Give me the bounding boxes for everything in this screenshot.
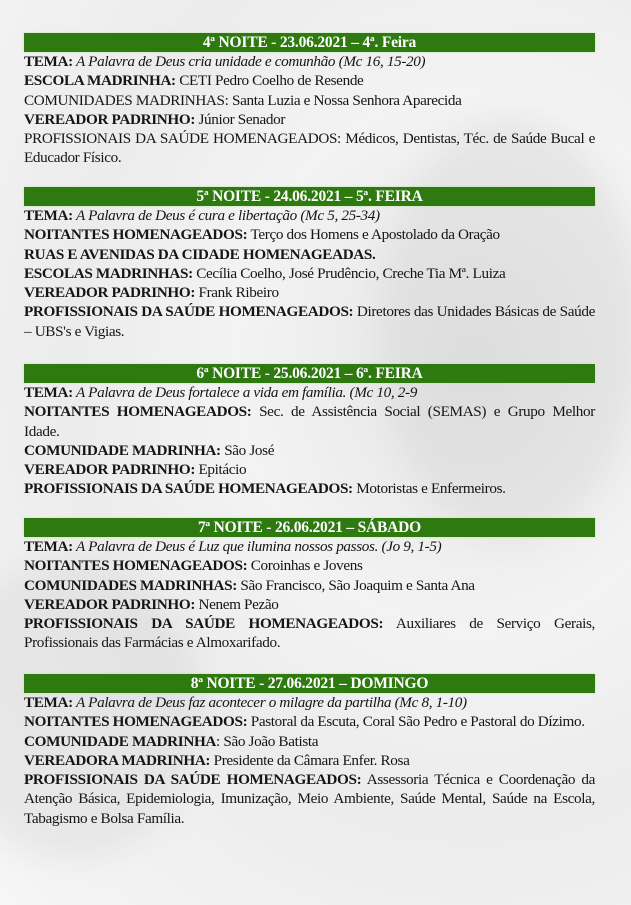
info-value: Pastoral da Escuta, Coral São Pedro e Pastoral do Dízimo. xyxy=(247,713,585,731)
info-value: Assessoria Técnica e Coordenação da Atenção Básica, Epidemiologia, Imunização, Meio Ambiente, Saúde Mental, Saúde na Escola, Tabagismo e Bolsa Família. xyxy=(24,771,596,827)
info-label: ESCOLAS MADRINHAS: xyxy=(24,264,193,282)
night-section xyxy=(24,518,595,653)
info-line xyxy=(24,732,595,751)
info-label: NOITANTES HOMENAGEADOS: xyxy=(24,557,248,575)
info-line xyxy=(24,129,595,168)
info-line xyxy=(24,302,595,341)
info-value: Santa Luzia e Nossa Senhora Aparecida xyxy=(228,91,462,109)
info-value: Frank Ribeiro xyxy=(195,284,279,302)
info-value: Júnior Senador xyxy=(195,110,286,128)
info-line xyxy=(24,383,595,402)
info-value: Presidente da Câmara Enfer. Rosa xyxy=(210,751,410,769)
info-label: COMUNIDADE MADRINHA xyxy=(24,732,217,750)
info-label: PROFISSIONAIS DA SAÚDE HOMENAGEADOS: xyxy=(24,480,353,498)
info-value: São José xyxy=(220,441,275,459)
info-line xyxy=(24,264,595,283)
night-section xyxy=(24,364,595,499)
info-label: VEREADOR PADRINHO: xyxy=(24,595,196,613)
info-label: NOITANTES HOMENAGEADOS: xyxy=(24,226,248,244)
info-value: A Palavra de Deus fortalece a vida em família. (Mc 10, 2-9 xyxy=(72,384,417,401)
info-value: A Palavra de Deus é cura e libertação (Mc 5, 25-34) xyxy=(72,207,380,224)
info-line xyxy=(24,556,595,575)
info-value: A Palavra de Deus é Luz que ilumina nossos passos. (Jo 9, 1-5) xyxy=(72,538,442,555)
info-line xyxy=(24,110,595,129)
night-header: 6ª NOITE - 25.06.2021 – 6ª. FEIRA xyxy=(24,364,595,383)
info-line xyxy=(24,402,595,441)
info-label: COMUNIDADE MADRINHA: xyxy=(24,441,221,459)
info-label: VEREADOR PADRINHO: xyxy=(24,461,196,479)
night-header: 5ª NOITE - 24.06.2021 – 5ª. FEIRA xyxy=(24,187,595,206)
info-line xyxy=(24,537,595,556)
info-line xyxy=(24,283,595,302)
info-value: Motoristas e Enfermeiros. xyxy=(352,480,506,498)
info-value: Diretores das Unidades Básicas de Saúde – UBS's e Vigias. xyxy=(24,303,595,340)
night-section xyxy=(24,33,595,168)
info-label: NOITANTES HOMENAGEADOS: xyxy=(24,403,252,421)
info-value: Auxiliares de Serviço Gerais, Profissionais das Farmácias e Almoxarifado. xyxy=(24,615,596,652)
info-label: ESCOLA MADRINHA: xyxy=(24,72,176,90)
info-line xyxy=(24,770,595,828)
info-line xyxy=(24,751,595,770)
info-label: TEMA: xyxy=(24,538,73,555)
info-value: Coroinhas e Jovens xyxy=(247,557,363,575)
info-value: São Francisco, São Joaquim e Santa Ana xyxy=(236,576,475,594)
info-label: VEREADORA MADRINHA: xyxy=(24,751,211,769)
info-line xyxy=(24,441,595,460)
info-value: A Palavra de Deus cria unidade e comunhão (Mc 16, 15-20) xyxy=(72,53,426,70)
info-label: PROFISSIONAIS DA SAÚDE HOMENAGEADOS: xyxy=(24,615,384,633)
info-value: Médicos, Dentistas, Téc. de Saúde Bucal e Educador Físico. xyxy=(24,130,595,167)
night-header: 8ª NOITE - 27.06.2021 – DOMINGO xyxy=(24,674,595,693)
info-label: RUAS E AVENIDAS DA CIDADE HOMENAGEADAS. xyxy=(24,245,376,263)
info-label: TEMA: xyxy=(24,384,73,401)
info-line xyxy=(24,225,595,244)
info-label: COMUNIDADES MADRINHAS: xyxy=(24,576,237,594)
info-label: PROFISSIONAIS DA SAÚDE HOMENAGEADOS: xyxy=(24,130,341,148)
info-value: Terço dos Homens e Apostolado da Oração xyxy=(247,226,500,244)
info-line xyxy=(24,91,595,110)
info-line xyxy=(24,576,595,595)
info-line xyxy=(24,614,595,653)
info-value: Nenem Pezão xyxy=(195,595,279,613)
info-value: Cecília Coelho, José Prudêncio, Creche Tia Mª. Luiza xyxy=(192,264,506,282)
info-label: NOITANTES HOMENAGEADOS: xyxy=(24,713,248,731)
info-line xyxy=(24,206,595,225)
info-line xyxy=(24,479,595,498)
info-label: VEREADOR PADRINHO: xyxy=(24,284,196,302)
info-line xyxy=(24,460,595,479)
info-value: CETI Pedro Coelho de Resende xyxy=(175,72,364,90)
info-label: TEMA: xyxy=(24,207,73,224)
info-line xyxy=(24,595,595,614)
info-value: Epitácio xyxy=(195,461,247,479)
info-label: TEMA: xyxy=(24,694,73,711)
info-label: PROFISSIONAIS DA SAÚDE HOMENAGEADOS: xyxy=(24,771,362,789)
night-header: 7ª NOITE - 26.06.2021 – SÁBADO xyxy=(24,518,595,537)
info-line xyxy=(24,712,595,731)
info-line xyxy=(24,71,595,90)
info-label: PROFISSIONAIS DA SAÚDE HOMENAGEADOS: xyxy=(24,303,354,321)
info-line xyxy=(24,245,595,264)
night-header: 4ª NOITE - 23.06.2021 – 4ª. Feira xyxy=(24,33,595,52)
info-line xyxy=(24,52,595,71)
info-label: COMUNIDADES MADRINHAS: xyxy=(24,91,229,109)
info-label: VEREADOR PADRINHO: xyxy=(24,110,196,128)
info-line xyxy=(24,693,595,712)
night-section xyxy=(24,674,595,828)
night-section xyxy=(24,187,595,341)
info-label: TEMA: xyxy=(24,53,73,70)
info-value: A Palavra de Deus faz acontecer o milagre da partilha (Mc 8, 1-10) xyxy=(72,694,467,711)
info-value: : São João Batista xyxy=(216,732,319,750)
info-value: Sec. de Assistência Social (SEMAS) e Grupo Melhor Idade. xyxy=(24,403,595,440)
